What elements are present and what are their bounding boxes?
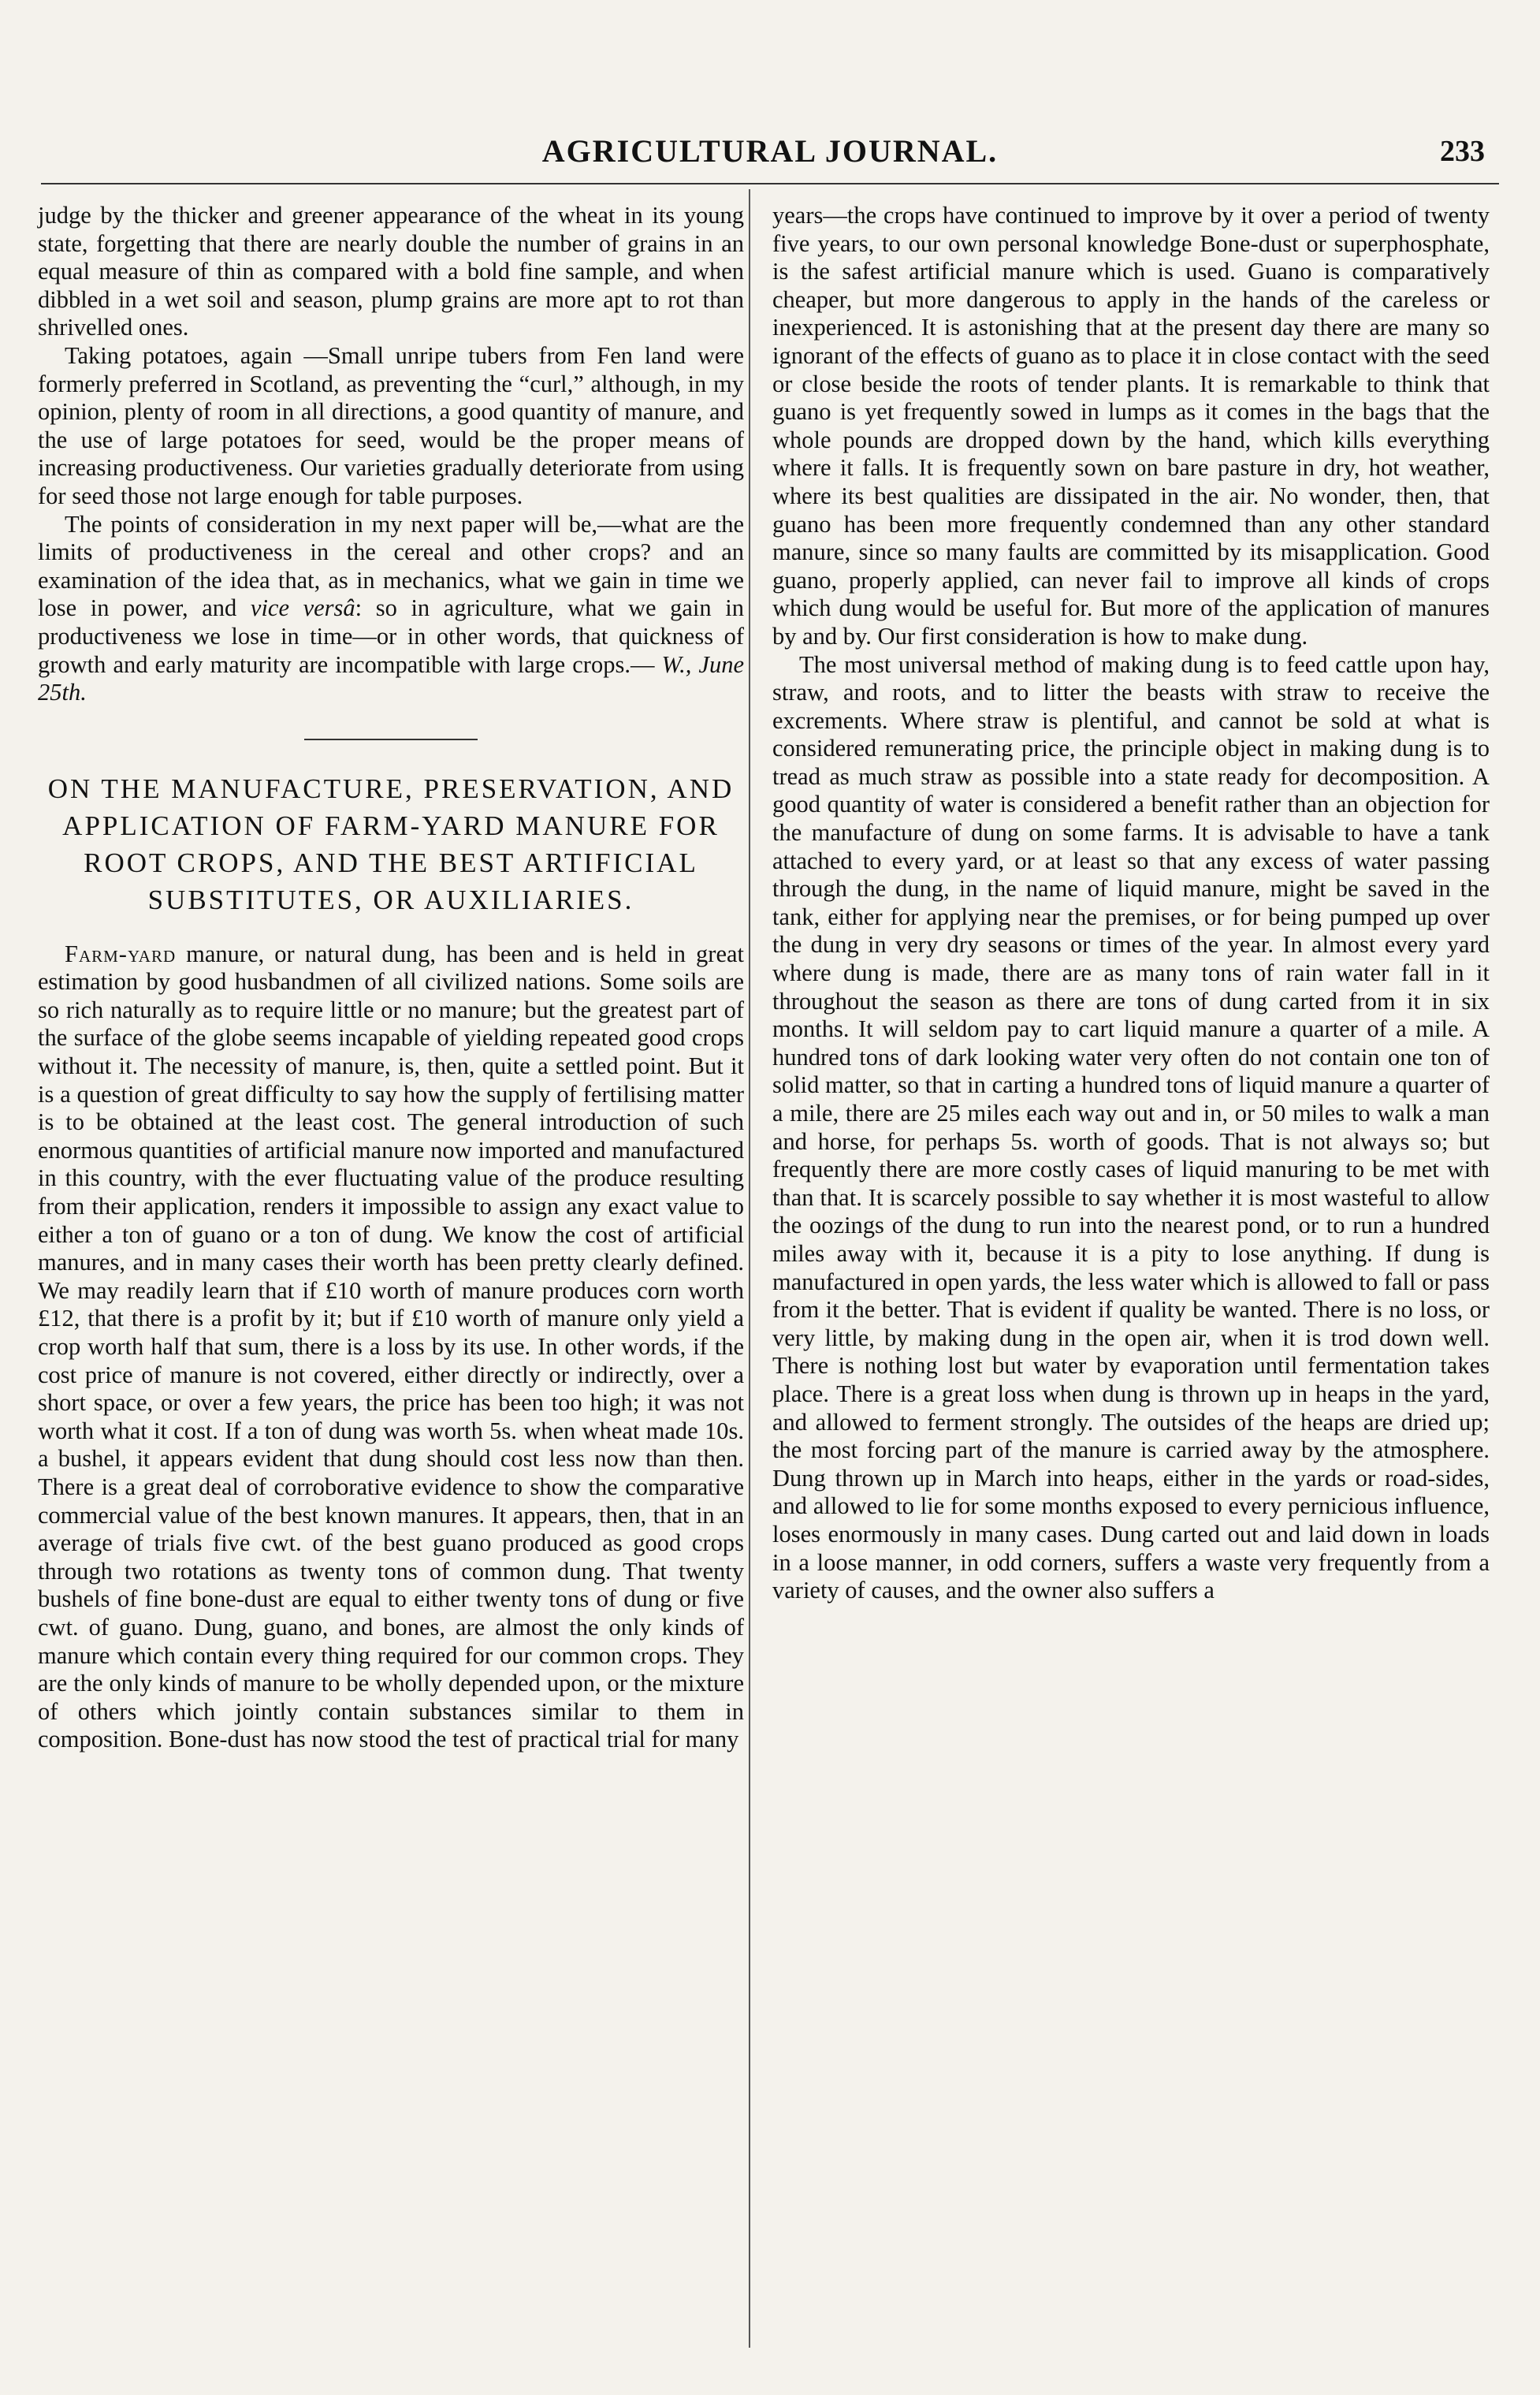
paragraph-text: : so in agriculture, what we gain in productiveness we lose in time—or in other words, that quickness of growth and early maturity are incompatible with large crops.— [38, 594, 744, 678]
signature: W., June 25th. [38, 650, 745, 706]
column-divider [749, 189, 750, 2348]
page-header [47, 132, 1493, 180]
article-title: ON THE MANUFACTURE, PRESERVATION, AND APPLICATION OF FARM-YARD MANURE FOR ROOT CROPS, AND THE BEST ARTIFICIAL SUBSTITUTES, OR AUXILIARIES. [47, 773, 735, 915]
paragraph: Taking potatoes, again —Small unripe tubers from Fen land were formerly preferred in Scotland, as preventing the “curl,” although, in my opinion, plenty of room in all directions, a good quantity of manure, and the use of large potatoes for seed, would be the proper means of increasing productiveness. Our varieties gradually deteriorate from using for seed those not large enough for table purposes. [38, 341, 744, 509]
paragraph [38, 511, 744, 707]
lead-in: Farm-yard [65, 940, 177, 967]
page-number: 233 [1440, 135, 1485, 168]
paragraph-text: manure, or natural dung, has been and is held in great estimation by good husbandmen of all civilized nations. Some soils are so rich naturally as to require little or no manure; but the greatest part of the surface of the globe seems incapable of yielding repeated good crops without it. The necessity of manure, is, then, quite a settled point. But it is a question of great difficulty to say how the supply of fertilising matter is to be obtained at the least cost. The general introduction of such enormous quantities of artificial manure now imported and manufactured in this country, with the ever fluctuating value of the produce resulting from their application, renders it impossible to assign any exact value to either a ton of guano or a ton of dung. We know the cost of artificial manures, and in many cases their worth has been pretty clearly defined. We may readily learn that if £10 worth of manure produces corn worth £12, that there is a profit by it; but if £10 worth of manure only yield a crop worth half that sum, there is a loss by its use. In other words, if the cost price of manure is not covered, either directly or indirectly, over a short space, or over a few years, the price has been too high; it was not worth what it cost. If a ton of dung was worth 5s. when wheat made 10s. a bushel, it appears evident that dung should cost less now than then. There is a great deal of corroborative evidence to show the comparative commercial value of the best known manures. It appears, then, that in an average of trials five cwt. of the best guano produced as good crops through two rotations as twenty tons of common dung. That twenty bushels of fine bone-dust are equal to either twenty tons of dung or five cwt. of guano. Dung, guano, and bones, are almost the only kinds of manure which contain every thing required for our common crops. They are the only kinds of manure to be wholly depended upon, or the mixture of others which jointly contain substances similar to them in composition. Bone-dust has now stood the test of practical trial for many [38, 940, 744, 1753]
paragraph: The most universal method of making dung is to feed cattle upon hay, straw, and roots, and to litter the beasts with straw to receive the excrements. Where straw is plentiful, and cannot be sold at what is considered remunerating price, the principle object in making dung is to tread as much straw as possible into a state ready for decomposition. A good quantity of water is considered a benefit rather than an objection for the manufacture of dung on some farms. It is advisable to have a tank attached to every yard, or at least so that any excess of water passing through the dung, in the name of liquid manure, might be saved in the tank, either for applying near the premises, or for being pumped up over the dung in very dry seasons or times of the year. In almost every yard where dung is made, there are as many tons of rain water fall in it throughout the season as there are tons of dung carted from it in six months. It will seldom pay to cart liquid manure a quarter of a mile. A hundred tons of dark looking water very often do not contain one ton of solid matter, so that in carting a hundred tons of liquid manure a quarter of a mile, there are 25 miles each way out and in, or 50 miles to walk a man and horse, for perhaps 5s. worth of goods. That is not always so; but frequently there are more costly cases of liquid manuring to be met with than that. It is scarcely possible to say whether it is most wasteful to allow the oozings of the dung to run into the nearest pond, or to run a hundred miles away with it, because it is a pity to lose anything. If dung is manufactured in open yards, the less water which is allowed to fall or pass from it the better. That is evident if quality be wanted. There is no loss, or very little, by making dung in the open air, when it is trod down well. There is nothing lost but water by evaporation until fermentation takes place. There is a great loss when dung is thrown up in heaps in the yard, and allowed to ferment strongly. The outsides of the heaps are dried up; the most forcing part of the manure is carried away by the atmosphere. Dung thrown up in March into heaps, either in the yards or road-sides, and allowed to lie for some months exposed to every pernicious influence, loses enormously in many cases. Dung carted out and laid down in loads in a loose manner, in odd corners, suffers a waste very frequently from a variety of causes, and the owner also suffers a [772, 650, 1490, 1604]
paragraph: years—the crops have continued to improve by it over a period of twenty five years, to our own personal knowledge Bone-dust or superphosphate, is the safest artificial manure which is used. Guano is comparatively cheaper, but more dangerous to apply in the hands of the careless or inexperienced. It is astonishing that at the present day there are many so ignorant of the effects of guano as to place it in close contact with the seed or close beside the roots of tender plants. It is remarkable to think that guano is yet frequently sowed in lumps as it comes in the bags that the whole pounds are dropped down by the hand, which kills everything where it falls. It is frequently sown on bare pasture in dry, hot weather, where its best qualities are dissipated in the air. No wonder, then, that guano has been more frequently condemned than any other standard manure, since so many faults are committed by its misapplication. Good guano, properly applied, can never fail to improve all kinds of crops which dung would be useful for. But more of the application of manures by and by. Our first consideration is how to make dung. [772, 202, 1490, 650]
section-divider [304, 739, 478, 740]
italic-phrase: vice versâ [250, 594, 355, 622]
paragraph-text: The points of consideration in my next paper will be,—what are the limits of productiveness in the cereal and other crops? and an examination of the idea that, as in mechanics, what we gain in time we lose in power, and [38, 510, 744, 622]
right-column [772, 202, 1490, 2363]
paragraph [38, 940, 744, 1754]
header-rule [41, 183, 1499, 184]
paragraph: judge by the thicker and greener appearance of the wheat in its young state, forgetting that there are nearly double the number of grains in an equal measure of thin as compared with a bold fine sample, and when dibbled in a wet soil and season, plump grains are more apt to rot than shrivelled ones. [38, 202, 744, 341]
left-column [38, 202, 744, 2363]
running-head: AGRICULTURAL JOURNAL. [541, 133, 999, 169]
